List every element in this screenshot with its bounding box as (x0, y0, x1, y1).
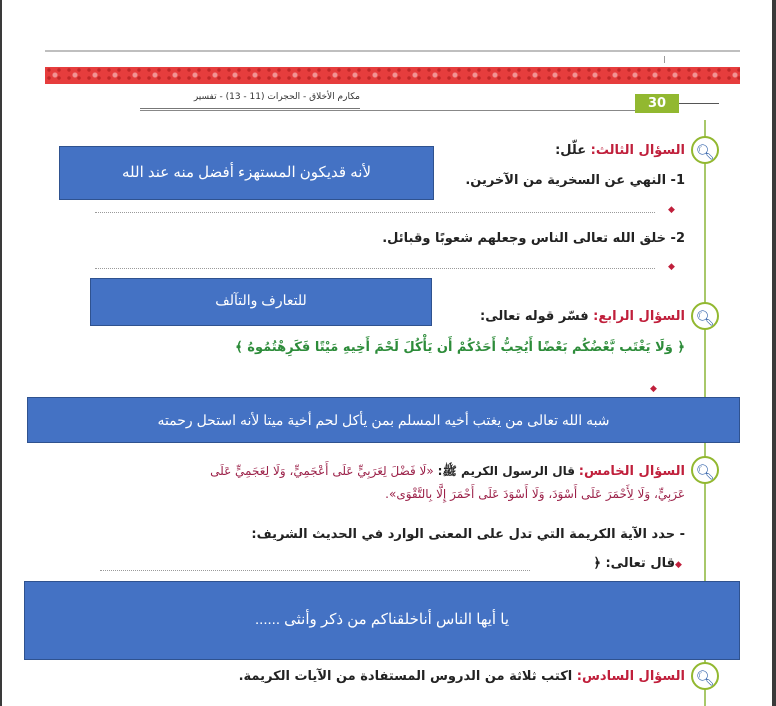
answer-line (100, 570, 530, 571)
q3-label: السؤال الثالث: (590, 143, 685, 158)
header-rule (140, 110, 635, 111)
diamond-bullet-icon: ◆ (668, 205, 675, 215)
answer-text-2: للتعارف والتآلف (215, 292, 307, 308)
q6-title (150, 669, 685, 684)
q3-item-2: 2- خلق الله تعالى الناس وجعلهم شعوبًا وقبائل. (382, 231, 685, 246)
answer-text-3: شبه الله تعالى من يغتب أخيه المسلم بمن يأكل لحم أخية ميتا لأنه استحل رحمته (157, 412, 610, 428)
q3-prompt: علّل: (555, 143, 587, 158)
page-number-rule (679, 103, 719, 104)
magnifier-icon: 🔍︎ (691, 662, 719, 690)
q5-label: السؤال الخامس: (578, 464, 685, 479)
q5-text (100, 460, 685, 505)
q5-task: - حدد الآية الكريمة التي تدل على المعنى الوارد في الحديث الشريف: (251, 527, 685, 542)
q4-label: السؤال الرابع: (593, 309, 685, 324)
magnifier-icon: 🔍︎ (691, 456, 719, 484)
answer-text-4: يا أيها الناس أناخلقناكم من ذكر وأنثى ...... (254, 611, 510, 628)
answer-line (95, 268, 655, 269)
ornamental-border (45, 67, 740, 84)
q6-prompt: اكتب ثلاثة من الدروس المستفادة من الآيات الكريمة. (238, 669, 573, 684)
diamond-bullet-icon: ◆ (650, 384, 657, 394)
magnifier-icon: 🔍︎ (691, 136, 719, 164)
breadcrumb: مكارم الأخلاق - الحجرات (11 - 13) - تفسير (140, 92, 360, 109)
answer-box-2[interactable] (90, 278, 432, 326)
q5-answer-label: قال تعالى: ﴿ (593, 556, 675, 571)
page-number: 30 (635, 94, 679, 113)
hadith-part-1: «لَا فَضْلَ لِعَرَبِيٍّ عَلَى أَعْجَمِيٍّ، وَلَا لِعَجَمِيٍّ عَلَى (210, 464, 434, 478)
answer-text-1: لأنه قديكون المستهزء أفضل منه عند الله (121, 164, 371, 181)
q5-line-1 (100, 460, 685, 483)
q4-prompt: فسّر قوله تعالى: (480, 309, 589, 324)
page-top-edge (45, 50, 740, 52)
q6-label: السؤال السادس: (576, 669, 685, 684)
window-border-right (772, 0, 776, 706)
hadith-part-2: عَرَبِيٍّ، وَلَا لِأَحْمَرَ عَلَى أَسْوَدَ، وَلَا أَسْوَدَ عَلَى أَحْمَرَ إِلَّا بِالتَّقْوَى». (385, 487, 685, 501)
magnifier-icon: 🔍︎ (691, 302, 719, 330)
q5-prompt: قال الرسول الكريم ﷺ: (437, 464, 575, 478)
page-tick-mark (664, 56, 665, 63)
diamond-bullet-icon: ◆ (675, 560, 682, 570)
answer-box-3[interactable] (27, 397, 740, 443)
answer-box-4[interactable] (24, 581, 740, 660)
window-border-left (0, 0, 2, 706)
answer-box-1[interactable] (59, 146, 434, 200)
diamond-bullet-icon: ◆ (668, 262, 675, 272)
q4-verse: ﴿ وَلَا يَغْتَب بَّعْضُكُم بَعْضًا أَيُحِبُّ أَحَدُكُمْ أَن يَأْكُلَ لَحْمَ أَخِيهِ مَيْتًا فَكَرِهْتُمُوهُ ﴾ (235, 340, 685, 355)
q4-title (420, 309, 685, 324)
answer-line (95, 212, 655, 213)
q3-item-1: 1- النهي عن السخرية من الآخرين. (465, 173, 685, 188)
